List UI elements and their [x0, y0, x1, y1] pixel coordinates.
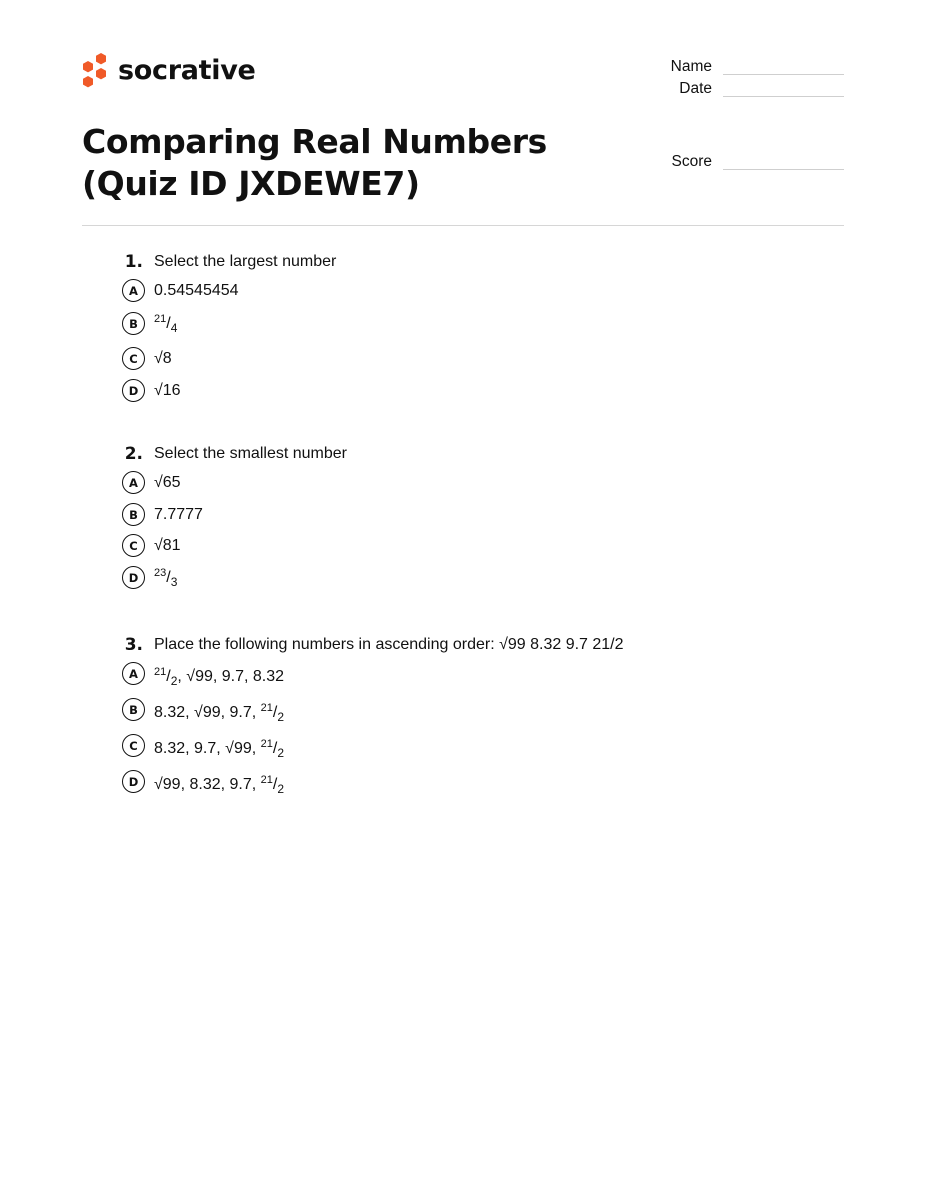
choice-text: √16 — [154, 382, 181, 399]
choice-text: 8.32, 9.7, √99, $^{21}/_2$ — [154, 738, 285, 760]
name-label: Name — [670, 58, 712, 75]
choice-d[interactable] — [110, 566, 810, 590]
score-label: Score — [671, 153, 712, 170]
choice-a[interactable] — [110, 471, 810, 495]
choice-a[interactable] — [110, 662, 810, 686]
date-line[interactable] — [723, 96, 844, 97]
question-1 — [110, 251, 810, 403]
choice-text: 7.7777 — [154, 506, 203, 523]
socrative-logo — [81, 52, 256, 90]
answer-bubble-c[interactable]: C — [122, 347, 145, 370]
choice-text: $^{23}/_3$ — [154, 567, 178, 589]
choice-text: √65 — [154, 474, 181, 491]
choice-text: $^{21}/_4$ — [154, 313, 178, 335]
choice-text: √99, 8.32, 9.7, $^{21}/_2$ — [154, 774, 285, 796]
name-field[interactable] — [650, 57, 850, 77]
question-number: 3. — [124, 635, 143, 655]
question-3 — [110, 634, 810, 794]
question-text: Select the smallest number — [154, 445, 347, 462]
choice-text: √81 — [154, 537, 181, 554]
answer-bubble-c[interactable]: C — [122, 734, 145, 757]
choice-d[interactable] — [110, 379, 810, 403]
choice-text: $^{21}/_2$, √99, 9.7, 8.32 — [154, 666, 285, 688]
choice-text: √8 — [154, 350, 172, 367]
question-number: 1. — [124, 252, 143, 272]
answer-bubble-b[interactable]: B — [122, 698, 145, 721]
answer-bubble-a[interactable]: A — [122, 662, 145, 685]
date-field[interactable] — [650, 79, 850, 99]
choice-text: 0.54545454 — [154, 282, 239, 299]
answer-bubble-d[interactable]: D — [122, 566, 145, 589]
score-line[interactable] — [723, 169, 844, 170]
answer-bubble-a[interactable]: A — [122, 471, 145, 494]
date-label: Date — [679, 80, 712, 97]
name-line[interactable] — [723, 74, 844, 75]
choice-b[interactable] — [110, 503, 810, 527]
answer-bubble-a[interactable]: A — [122, 279, 145, 302]
choice-c[interactable] — [110, 534, 810, 558]
choice-d[interactable] — [110, 770, 810, 794]
answer-bubble-c[interactable]: C — [122, 534, 145, 557]
quiz-title: Comparing Real Numbers (Quiz ID JXDEWE7) — [82, 122, 547, 203]
question-2 — [110, 443, 810, 590]
answer-bubble-b[interactable]: B — [122, 312, 145, 335]
hexagon-cluster-icon — [81, 52, 111, 90]
choice-b[interactable] — [110, 698, 810, 722]
score-field[interactable] — [650, 152, 850, 172]
answer-bubble-d[interactable]: D — [122, 379, 145, 402]
question-number: 2. — [124, 444, 143, 464]
answer-bubble-d[interactable]: D — [122, 770, 145, 793]
choice-a[interactable] — [110, 279, 810, 303]
choice-text: 8.32, √99, 9.7, $^{21}/_2$ — [154, 702, 285, 724]
answer-bubble-b[interactable]: B — [122, 503, 145, 526]
question-text: Place the following numbers in ascending order: √99 8.32 9.7 21/2 — [154, 636, 624, 653]
header-divider — [82, 225, 844, 226]
choice-b[interactable] — [110, 312, 810, 336]
question-text: Select the largest number — [154, 253, 337, 270]
choice-c[interactable] — [110, 347, 810, 371]
choice-c[interactable] — [110, 734, 810, 758]
brand-name: socrative — [118, 55, 256, 86]
